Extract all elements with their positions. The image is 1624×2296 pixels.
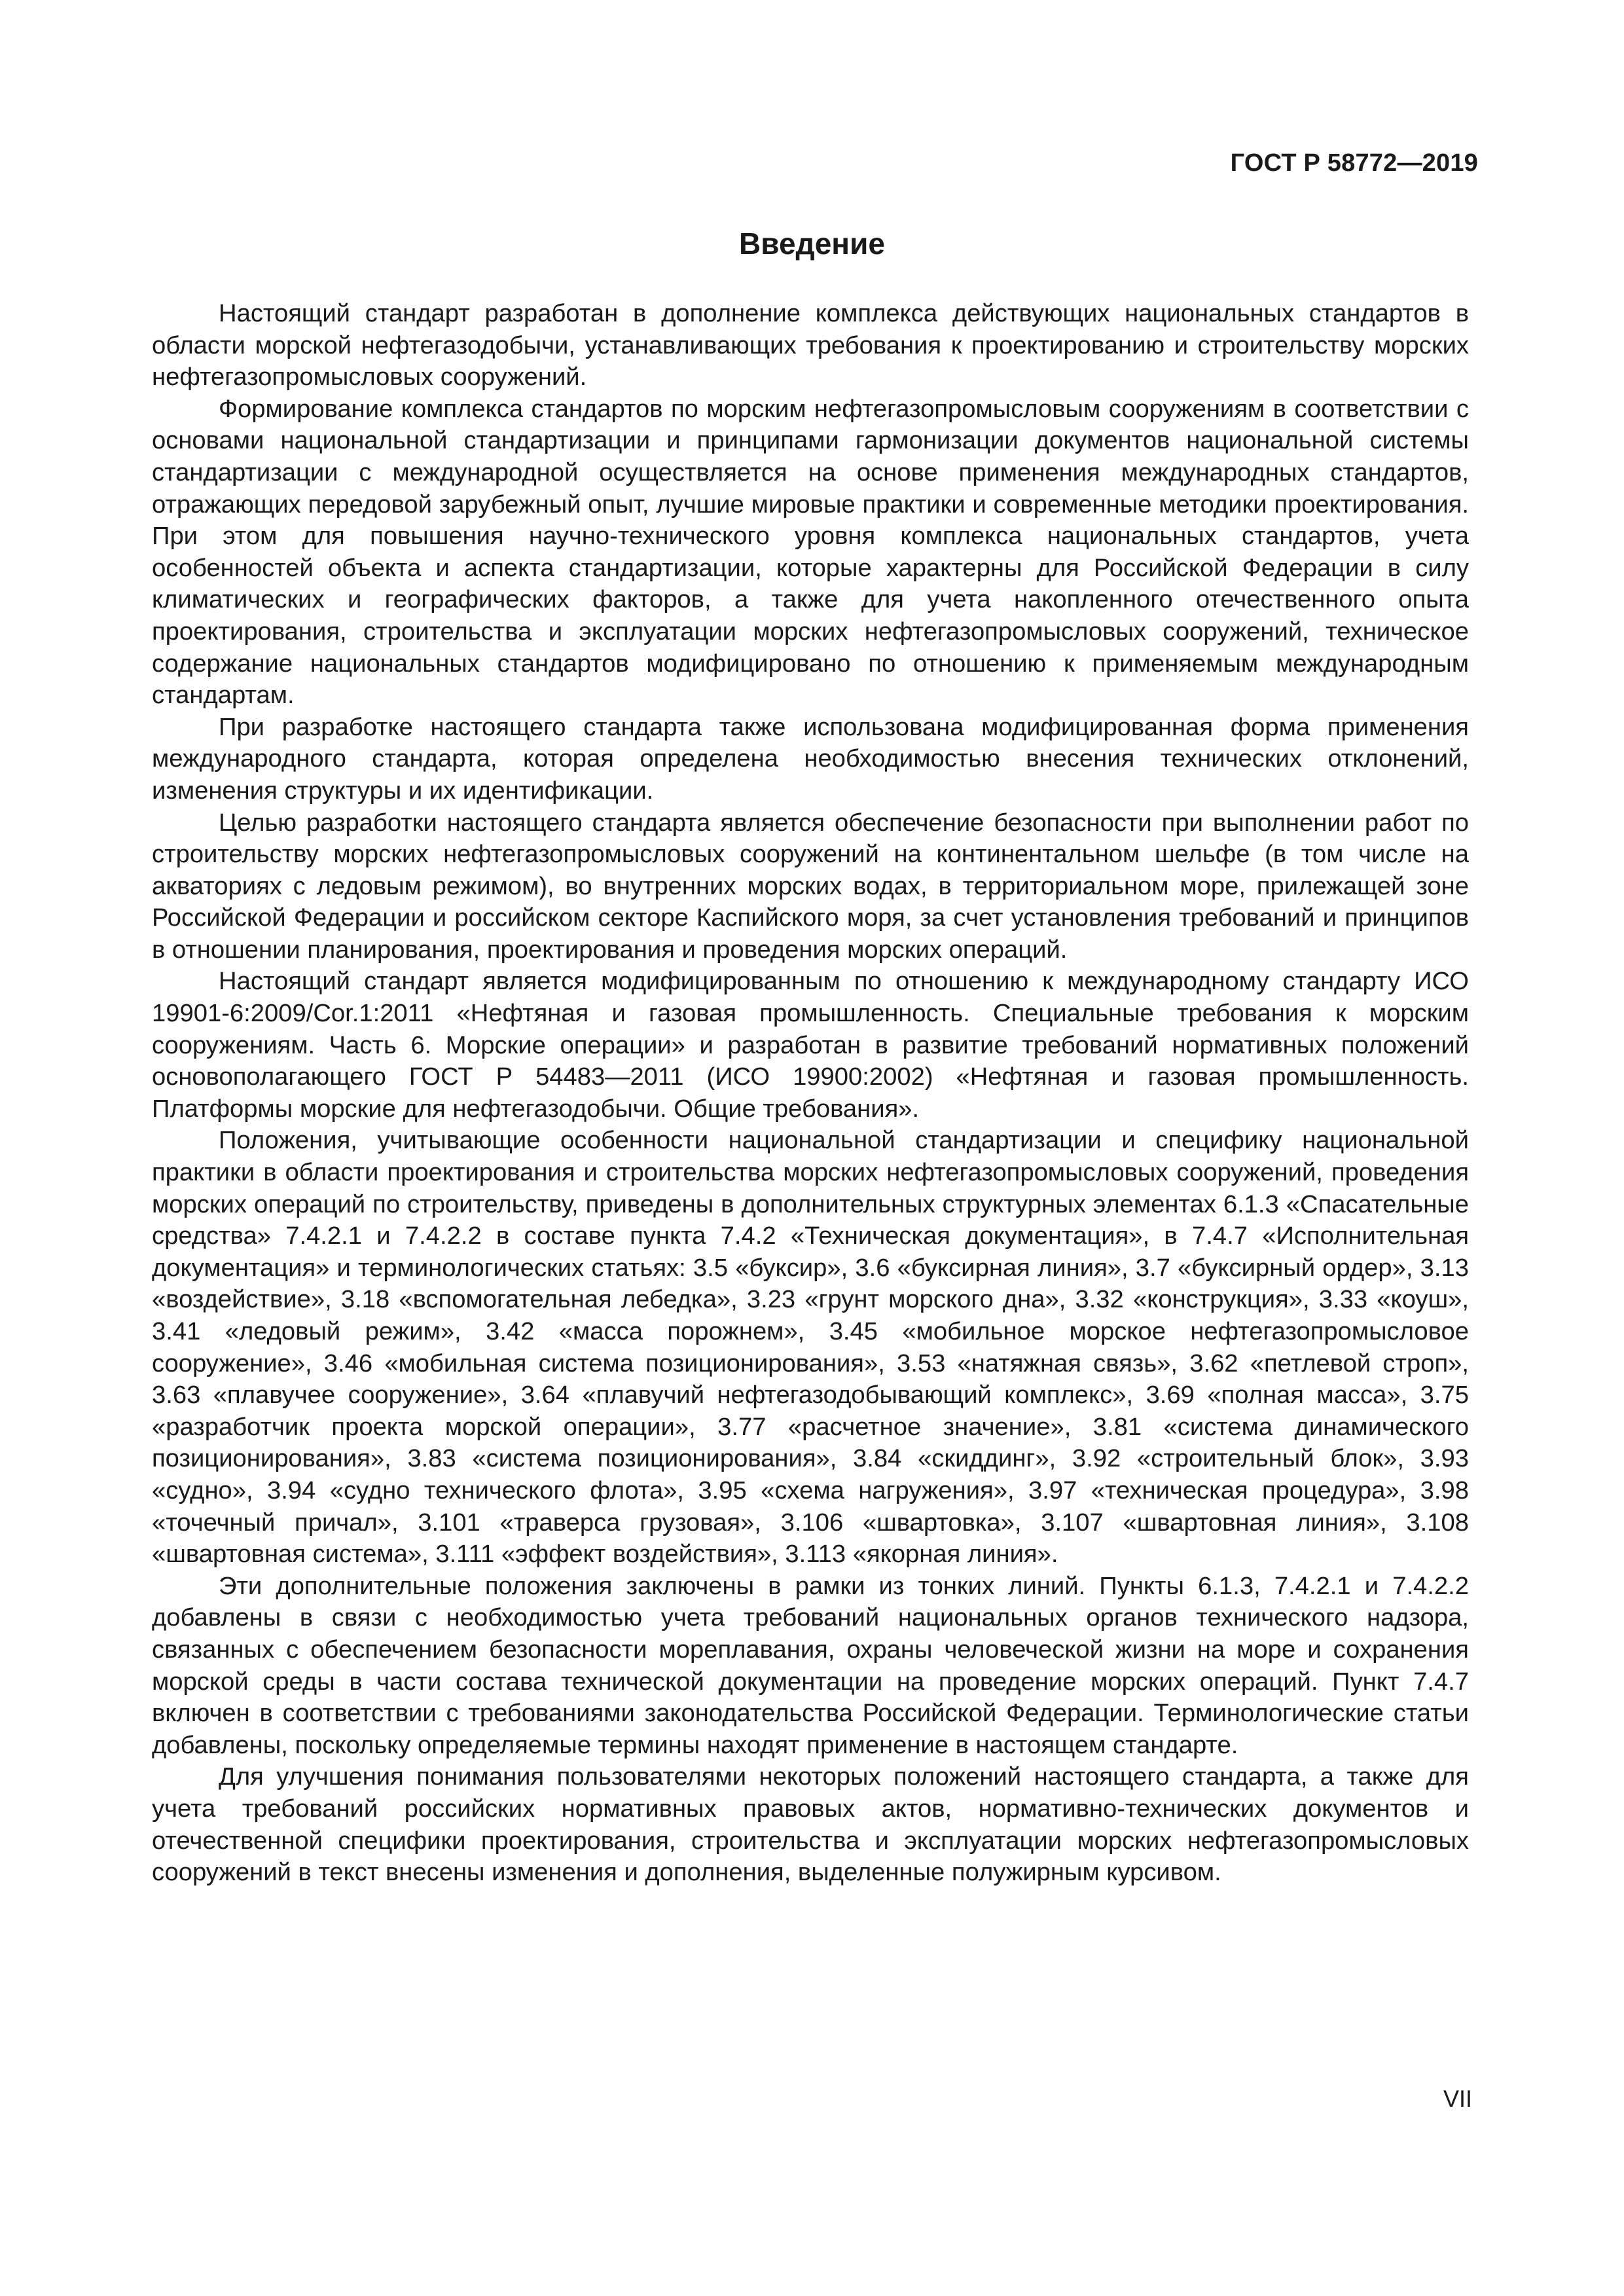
body-text [152, 298, 1469, 1889]
section-title: Введение [739, 227, 885, 261]
paragraph: При разработке настоящего стандарта также использована модифицированная форма применения международного стандарта, которая определена необходимостью внесения технических отклонений, изменения структуры и их идентификации. [152, 712, 1469, 805]
paragraph: Положения, учитывающие особенности национальной стандартизации и специфику национальной практики в области проектирования и строительства морских нефтегазопромысловых сооружений, проведения морских операций по строительству, приведены в дополнительных структурных элементах 6.1.3 «Спасательные средства» 7.4.2.1 и 7.4.2.2 в составе пункта 7.4.2 «Техническая документация», в 7.4.7 «Исполнительная документация» и терминологических статьях: 3.5 «буксир», 3.6 «буксирная линия», 3.7 «буксирный ордер», 3.13 «воздействие», 3.18 «вспомогательная лебедка», 3.23 «грунт морского дна», 3.32 «конструкция», 3.33 «коуш», 3.41 «ледовый режим», 3.42 «масса порожнем», 3.45 «мобильное морское нефтегазопромысловое сооружение», 3.46 «мобильная система позиционирования», 3.53 «натяжная связь», 3.62 «петлевой строп», 3.63 «плавучее сооружение», 3.64 «плавучий нефтегазодобывающий комплекс», 3.69 «полная масса», 3.75 «разработчик проекта морской операции», 3.77 «расчетное значение», 3.81 «система динамического позиционирования», 3.83 «система позиционирования», 3.84 «скиддинг», 3.92 «строительный блок», 3.93 «судно», 3.94 «судно технического флота», 3.95 «схема нагружения», 3.97 «техническая процедура», 3.98 «точечный причал», 3.101 «траверса грузовая», 3.106 «швартовка», 3.107 «швартовная линия», 3.108 «швартовная система», 3.111 «эффект воздействия», 3.113 «якорная линия». [152, 1126, 1469, 1569]
paragraph: Формирование комплекса стандартов по морским нефтегазопромысловым сооружениям в соответствии с основами национальной стандартизации и принципами гармонизации документов национальной системы стандартизации с международной осуществляется на основе применения международных стандартов, отражающих передовой зарубежный опыт, лучшие мировые практики и современные методики проектирования. При этом для повышения научно-технического уровня комплекса национальных стандартов, учета особенностей объекта и аспекта стандартизации, которые характерны для Российской Федерации в силу климатических и географических факторов, а также для учета накопленного отечественного опыта проектирования, строительства и эксплуатации морских нефтегазопромысловых сооружений, техническое содержание национальных стандартов модифицировано по отношению к применяемым международным стандартам. [152, 394, 1469, 710]
paragraph: Настоящий стандарт разработан в дополнение комплекса действующих национальных стандартов в области морской нефтегазодобычи, устанавливающих требования к проектированию и строительству морских нефтегазопромысловых сооружений. [152, 299, 1469, 392]
paragraph: Для улучшения понимания пользователями некоторых положений настоящего стандарта, а также для учета требований российских нормативных правовых актов, нормативно-технических документов и отечественной специфики проектирования, строительства и эксплуатации морских нефтегазопромысловых сооружений в текст внесены изменения и дополнения, выделенные полужирным курсивом. [152, 1762, 1469, 1887]
page-number: VII [1443, 2085, 1472, 2112]
document-code: ГОСТ Р 58772—2019 [1230, 149, 1478, 177]
paragraph: Эти дополнительные положения заключены в рамки из тонких линий. Пункты 6.1.3, 7.4.2.1 и 7.4.2.2 добавлены в связи с необходимостью учета требований национальных органов технического надзора, связанных с обеспечением безопасности мореплавания, охраны человеческой жизни на море и сохранения морской среды в части состава технической документации на проведение морских операций. Пункт 7.4.7 включен в соответствии с требованиями законодательства Российской Федерации. Терминологические статьи добавлены, поскольку определяемые термины находят применение в настоящем стандарте. [152, 1571, 1469, 1759]
paragraph: Настоящий стандарт является модифицированным по отношению к международному стандарту ИСО 19901-6:2009/Cor.1:2011 «Нефтяная и газовая промышленность. Специальные требования к морским сооружениям. Часть 6. Морские операции» и разработан в развитие требований нормативных положений основополагающего ГОСТ Р 54483—2011 (ИСО 19900:2002) «Нефтяная и газовая промышленность. Платформы морские для нефтегазодобычи. Общие требования». [152, 967, 1469, 1123]
paragraph: Целью разработки настоящего стандарта является обеспечение безопасности при выполнении работ по строительству морских нефтегазопромысловых сооружений на континентальном шельфе (в том числе на акваториях с ледовым режимом), во внутренних морских водах, в территориальном море, прилежащей зоне Российской Федерации и российском секторе Каспийского моря, за счет установления требований и принципов в отношении планирования, проектирования и проведения морских операций. [152, 808, 1469, 964]
